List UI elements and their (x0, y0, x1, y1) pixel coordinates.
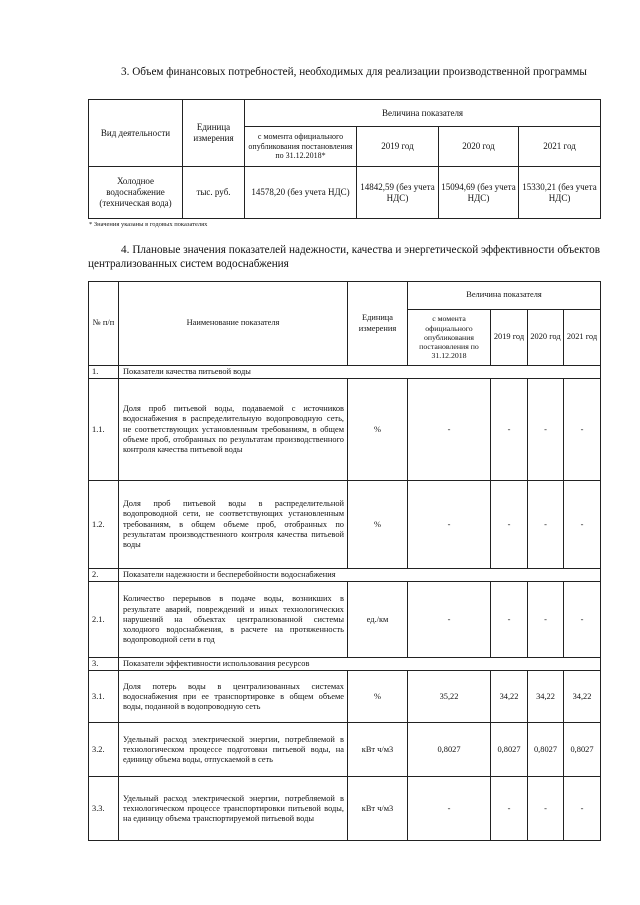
row-official: - (408, 481, 491, 569)
header-unit: Единица измерения (183, 100, 245, 167)
row-name: Доля потерь воды в централизованных системах водоснабжения при ее транспортировке в общем объеме воды, поданной в водопроводную сеть (119, 671, 348, 723)
row-official: - (408, 777, 491, 841)
cell-unit: тыс. руб. (183, 167, 245, 219)
row-name: Удельный расход электрической энергии, потребляемой в технологическом процессе подготовки питьевой воды, на единицу объема воды, отпускаемой в сеть (119, 723, 348, 777)
header-num: № п/п (89, 282, 119, 366)
row-num: 1.1. (89, 379, 119, 481)
footnote: * Значения указаны в годовых показателях (89, 221, 208, 228)
row-2020: - (528, 582, 564, 658)
row-name: Удельный расход электрической энергии, потребляемой в технологическом процессе транспортировки питьевой воды, на единицу объема транспортируемой питьевой воды (119, 777, 348, 841)
financial-needs-table (88, 99, 601, 219)
header-2021: 2021 год (519, 127, 601, 167)
cell-official: 14578,20 (без учета НДС) (245, 167, 357, 219)
table-row (89, 777, 601, 841)
row-2019: - (491, 481, 528, 569)
row-name: Доля проб питьевой воды в распределительной водопроводной сети, не соответствующих установленным требованиям, в общем объеме проб, отобранных по результатам производственного контроля качества питьевой воды (119, 481, 348, 569)
row-unit: % (348, 671, 408, 723)
table-row (89, 481, 601, 569)
row-name: Количество перерывов в подаче воды, возникших в результате аварий, повреждений и иных технологических нарушений на объектах централизованной системы холодного водоснабжения, в расчете на протяженность водопроводной сети в год (119, 582, 348, 658)
row-2020: 34,22 (528, 671, 564, 723)
cell-2019: 14842,59 (без учета НДС) (357, 167, 439, 219)
section-num: 2. (89, 569, 119, 582)
header-value: Величина показателя (245, 100, 601, 127)
section-4-heading: 4. Плановые значения показателей надежности, качества и энергетической эффективности объектов централизованных систем водоснабжения (88, 244, 600, 270)
row-unit: кВт ч/м3 (348, 723, 408, 777)
row-2020: 0,8027 (528, 723, 564, 777)
section-row (89, 569, 601, 582)
row-2020: - (528, 481, 564, 569)
row-name: Доля проб питьевой воды, подаваемой с источников водоснабжения в распределительную водопроводную сеть, не соответствующих установленным требованиям, в общем объеме проб, отобранных по результатам производственного контроля качества питьевой воды (119, 379, 348, 481)
header-value: Величина показателя (408, 282, 601, 310)
row-unit: % (348, 379, 408, 481)
row-2019: 34,22 (491, 671, 528, 723)
header-2021: 2021 год (564, 310, 601, 366)
cell-activity: Холодное водоснабжение (техническая вода) (89, 167, 183, 219)
section-title: Показатели эффективности использования ресурсов (119, 658, 601, 671)
header-unit: Единица измерения (348, 282, 408, 366)
row-num: 3.3. (89, 777, 119, 841)
header-2020: 2020 год (528, 310, 564, 366)
section-num: 1. (89, 366, 119, 379)
row-2020: - (528, 777, 564, 841)
row-2021: - (564, 379, 601, 481)
row-official: - (408, 379, 491, 481)
row-num: 1.2. (89, 481, 119, 569)
section-row (89, 658, 601, 671)
row-2019: - (491, 582, 528, 658)
row-2021: - (564, 777, 601, 841)
row-num: 3.2. (89, 723, 119, 777)
header-official: с момента официального опубликования постановления по 31.12.2018 (408, 310, 491, 366)
row-2019: - (491, 777, 528, 841)
section-row (89, 366, 601, 379)
row-2020: - (528, 379, 564, 481)
row-num: 2.1. (89, 582, 119, 658)
row-unit: кВт ч/м3 (348, 777, 408, 841)
section-title: Показатели качества питьевой воды (119, 366, 601, 379)
indicators-table (88, 281, 601, 841)
row-2021: 0,8027 (564, 723, 601, 777)
header-official: с момента официального опубликования постановления по 31.12.2018* (245, 127, 357, 167)
row-official: 0,8027 (408, 723, 491, 777)
row-num: 3.1. (89, 671, 119, 723)
table-row (89, 723, 601, 777)
row-unit: ед./км (348, 582, 408, 658)
row-2021: - (564, 582, 601, 658)
table-row (89, 582, 601, 658)
table-row (89, 671, 601, 723)
row-2021: - (564, 481, 601, 569)
row-official: - (408, 582, 491, 658)
section-title: Показатели надежности и бесперебойности водоснабжения (119, 569, 601, 582)
row-unit: % (348, 481, 408, 569)
header-2020: 2020 год (439, 127, 519, 167)
row-official: 35,22 (408, 671, 491, 723)
header-activity: Вид деятельности (89, 100, 183, 167)
section-3-heading: 3. Объем финансовых потребностей, необходимых для реализации производственной программы (121, 66, 587, 78)
header-2019: 2019 год (357, 127, 439, 167)
section-num: 3. (89, 658, 119, 671)
row-2021: 34,22 (564, 671, 601, 723)
row-2019: - (491, 379, 528, 481)
cell-2021: 15330,21 (без учета НДС) (519, 167, 601, 219)
header-2019: 2019 год (491, 310, 528, 366)
cell-2020: 15094,69 (без учета НДС) (439, 167, 519, 219)
table-row (89, 379, 601, 481)
header-name: Наименование показателя (119, 282, 348, 366)
row-2019: 0,8027 (491, 723, 528, 777)
